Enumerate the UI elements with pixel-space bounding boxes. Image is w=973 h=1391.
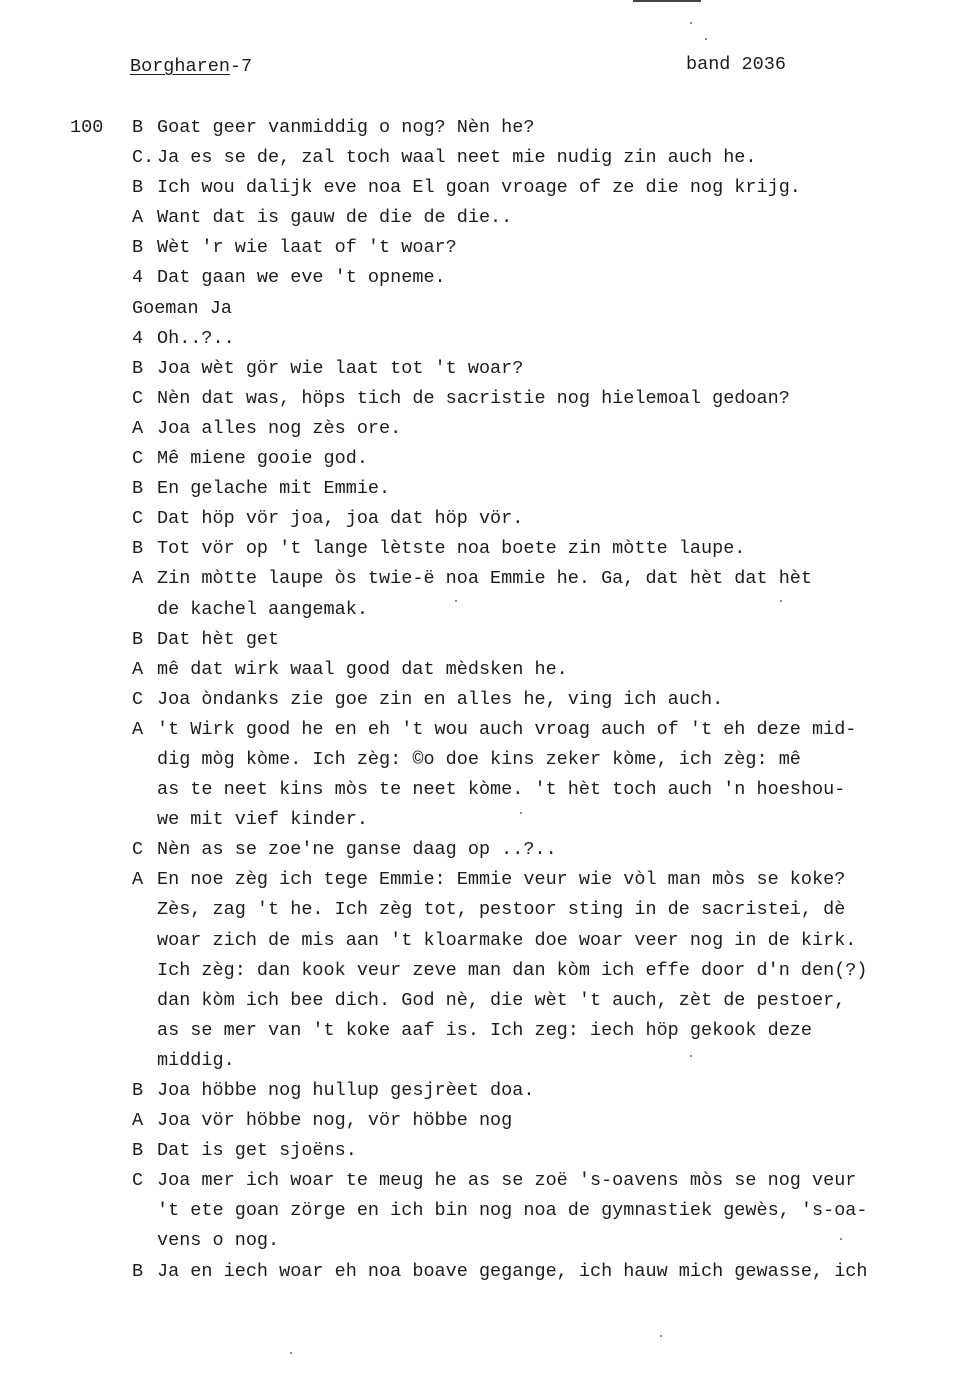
transcript-continuation: [0, 895, 973, 925]
transcript-utterance: [0, 173, 973, 203]
utterance-text: Nèn dat was, höps tich de sacristie nog hielemoal gedoan?: [157, 387, 790, 409]
speaker-label: C: [132, 688, 144, 710]
page-header-location: [130, 52, 252, 82]
utterance-text: En gelache mit Emmie.: [157, 478, 391, 500]
utterance-text: woar zich de mis aan 't kloarmake doe woar veer nog in de kirk.: [157, 929, 857, 951]
transcript-utterance: [0, 384, 973, 414]
speaker-label: B: [132, 237, 144, 259]
utterance-text: Zès, zag 't he. Ich zèg tot, pestoor sting in de sacristei, dè: [157, 899, 846, 921]
transcript-continuation: [0, 1046, 973, 1076]
scan-speck: [455, 600, 457, 602]
top-rule: [633, 0, 701, 2]
transcript-utterance: [0, 1106, 973, 1136]
utterance-text: Mê miene gooie god.: [157, 448, 368, 470]
utterance-text: 't Wirk good he en eh 't wou auch vroag auch of 't eh deze mid-: [157, 718, 857, 740]
scan-speck: [660, 1335, 662, 1337]
transcript-continuation: [0, 926, 973, 956]
speaker-label: B: [132, 1080, 144, 1101]
speaker-label: A: [132, 417, 144, 439]
speaker-label: C: [132, 387, 144, 409]
speaker-label: C: [132, 1170, 144, 1192]
transcript-utterance: [0, 655, 973, 685]
transcript-utterance: [0, 294, 973, 324]
transcript-utterance: [0, 504, 973, 534]
speaker-label: B: [132, 628, 144, 650]
scan-speck: [840, 1238, 842, 1240]
transcript-utterance: [0, 1257, 973, 1287]
speaker-label: A: [132, 568, 144, 590]
utterance-text: 't ete goan zörge en ich bin nog noa de gymnastiek gewès, 's-oa-: [157, 1200, 868, 1222]
speaker-label: B: [132, 478, 144, 500]
tape-band-label: band 2036: [686, 54, 786, 75]
transcript-utterance: [0, 625, 973, 655]
transcript-utterance: [0, 444, 973, 474]
transcript-utterance: [0, 203, 973, 233]
utterance-text: En noe zèg ich tege Emmie: Emmie veur wie vòl man mòs se koke?: [157, 869, 846, 891]
transcript-continuation: [0, 1196, 973, 1226]
utterance-text: mê dat wirk waal good dat mèdsken he.: [157, 658, 568, 680]
scan-speck: [705, 38, 707, 40]
speaker-label: C: [132, 508, 144, 530]
utterance-text: Joa vör höbbe nog, vör höbbe nog: [157, 1110, 513, 1132]
utterance-text: as te neet kins mòs te neet kòme. 't hèt toch auch 'n hoeshou-: [157, 779, 846, 801]
transcript-utterance: [0, 354, 973, 384]
speaker-label: A: [132, 869, 144, 891]
location-name: Borgharen: [130, 56, 230, 77]
transcript-continuation: [0, 745, 973, 775]
transcript-utterance: [0, 835, 973, 865]
speaker-label: C: [132, 448, 144, 470]
transcript-utterance: [0, 534, 973, 564]
page-number: -7: [229, 56, 253, 77]
transcript-continuation: [0, 775, 973, 805]
speaker-label: A: [132, 1110, 144, 1132]
utterance-text: Oh..?..: [157, 327, 235, 349]
transcript-continuation: [0, 986, 973, 1016]
transcript-utterance: [0, 1136, 973, 1166]
transcript-continuation: [0, 595, 973, 625]
utterance-text: dig mòg kòme. Ich zèg: ©o doe kins zeker kòme, ich zèg: mê: [157, 748, 801, 770]
scan-speck: [690, 1055, 692, 1057]
speaker-label: A: [132, 207, 144, 229]
transcript-utterance: [0, 324, 973, 354]
speaker-label: B: [132, 177, 144, 199]
transcript-body: [0, 113, 973, 1287]
utterance-text: Wèt 'r wie laat of 't woar?: [157, 237, 457, 259]
speaker-label: A: [132, 718, 144, 740]
transcript-utterance: [0, 414, 973, 444]
transcript-utterance: [0, 865, 973, 895]
utterance-text: dan kòm ich bee dich. God nè, die wèt 't auch, zèt de pestoer,: [157, 989, 846, 1011]
transcript-utterance: [0, 1166, 973, 1196]
scan-speck: [690, 22, 692, 24]
utterance-text: Goat geer vanmiddig o nog? Nèn he?: [157, 117, 535, 138]
transcript-utterance: [0, 1076, 973, 1106]
speaker-label: B: [132, 357, 144, 379]
utterance-text: Joa höbbe nog hullup gesjrèet doa.: [157, 1080, 535, 1101]
transcript-continuation: [0, 956, 973, 986]
speaker-label: B: [132, 1260, 144, 1282]
transcript-utterance: [0, 474, 973, 504]
scan-speck: [290, 1352, 292, 1354]
transcript-utterance: [0, 564, 973, 594]
utterance-text: middig.: [157, 1049, 235, 1071]
utterance-text: as se mer van 't koke aaf is. Ich zeg: iech höp gekook deze: [157, 1019, 813, 1041]
transcript-continuation: [0, 1226, 973, 1256]
utterance-text: Dat gaan we eve 't opneme.: [157, 267, 446, 289]
utterance-text: we mit vief kinder.: [157, 809, 368, 831]
utterance-text: Dat höp vör joa, joa dat höp vör.: [157, 508, 524, 530]
line-number: 100: [70, 117, 104, 138]
speaker-label: 4: [132, 327, 144, 349]
utterance-text: Ja es se de, zal toch waal neet mie nudig zin auch he.: [157, 147, 757, 169]
utterance-text: Want dat is gauw de die de die..: [157, 207, 513, 229]
scan-speck: [780, 600, 782, 602]
speaker-label: B: [132, 1140, 144, 1162]
transcript-utterance: [0, 263, 973, 293]
utterance-text: Joa òndanks zie goe zin en alles he, ving ich auch.: [157, 688, 724, 710]
utterance-text: Joa alles nog zès ore.: [157, 417, 402, 439]
transcript-utterance: [0, 685, 973, 715]
utterance-text: vens o nog.: [157, 1230, 280, 1252]
speaker-label: C.: [132, 147, 155, 169]
utterance-text: Joa mer ich woar te meug he as se zoë 's-oavens mòs se nog veur: [157, 1170, 857, 1192]
transcript-utterance: [0, 715, 973, 745]
scan-speck: [520, 812, 522, 814]
speaker-label: 4: [132, 267, 144, 289]
utterance-text: Nèn as se zoe'ne ganse daag op ..?..: [157, 839, 557, 861]
utterance-text: Ich zèg: dan kook veur zeve man dan kòm ich effe door d'n den(?): [157, 959, 868, 981]
utterance-text: Dat is get sjoëns.: [157, 1140, 357, 1162]
utterance-text: Ich wou dalijk eve noa El goan vroage of ze die nog krijg.: [157, 177, 801, 199]
speaker-label: A: [132, 658, 144, 680]
utterance-text: Ja en iech woar eh noa boave gegange, ich hauw mich gewasse, ich: [157, 1260, 868, 1282]
utterance-text: Dat hèt get: [157, 628, 280, 650]
utterance-text: de kachel aangemak.: [157, 598, 368, 620]
speaker-label: C: [132, 839, 144, 861]
utterance-text: Zin mòtte laupe òs twie-ë noa Emmie he. Ga, dat hèt dat hèt: [157, 568, 813, 590]
speaker-label: B: [132, 117, 144, 138]
transcript-continuation: [0, 805, 973, 835]
transcript-utterance: [0, 113, 973, 143]
transcript-utterance: [0, 233, 973, 263]
speaker-label: B: [132, 538, 144, 560]
utterance-text: Joa wèt gör wie laat tot 't woar?: [157, 357, 524, 379]
transcript-continuation: [0, 1016, 973, 1046]
utterance-text: Tot vör op 't lange lètste noa boete zin mòtte laupe.: [157, 538, 746, 560]
transcript-utterance: [0, 143, 973, 173]
utterance-text: Goeman Ja: [132, 297, 232, 319]
